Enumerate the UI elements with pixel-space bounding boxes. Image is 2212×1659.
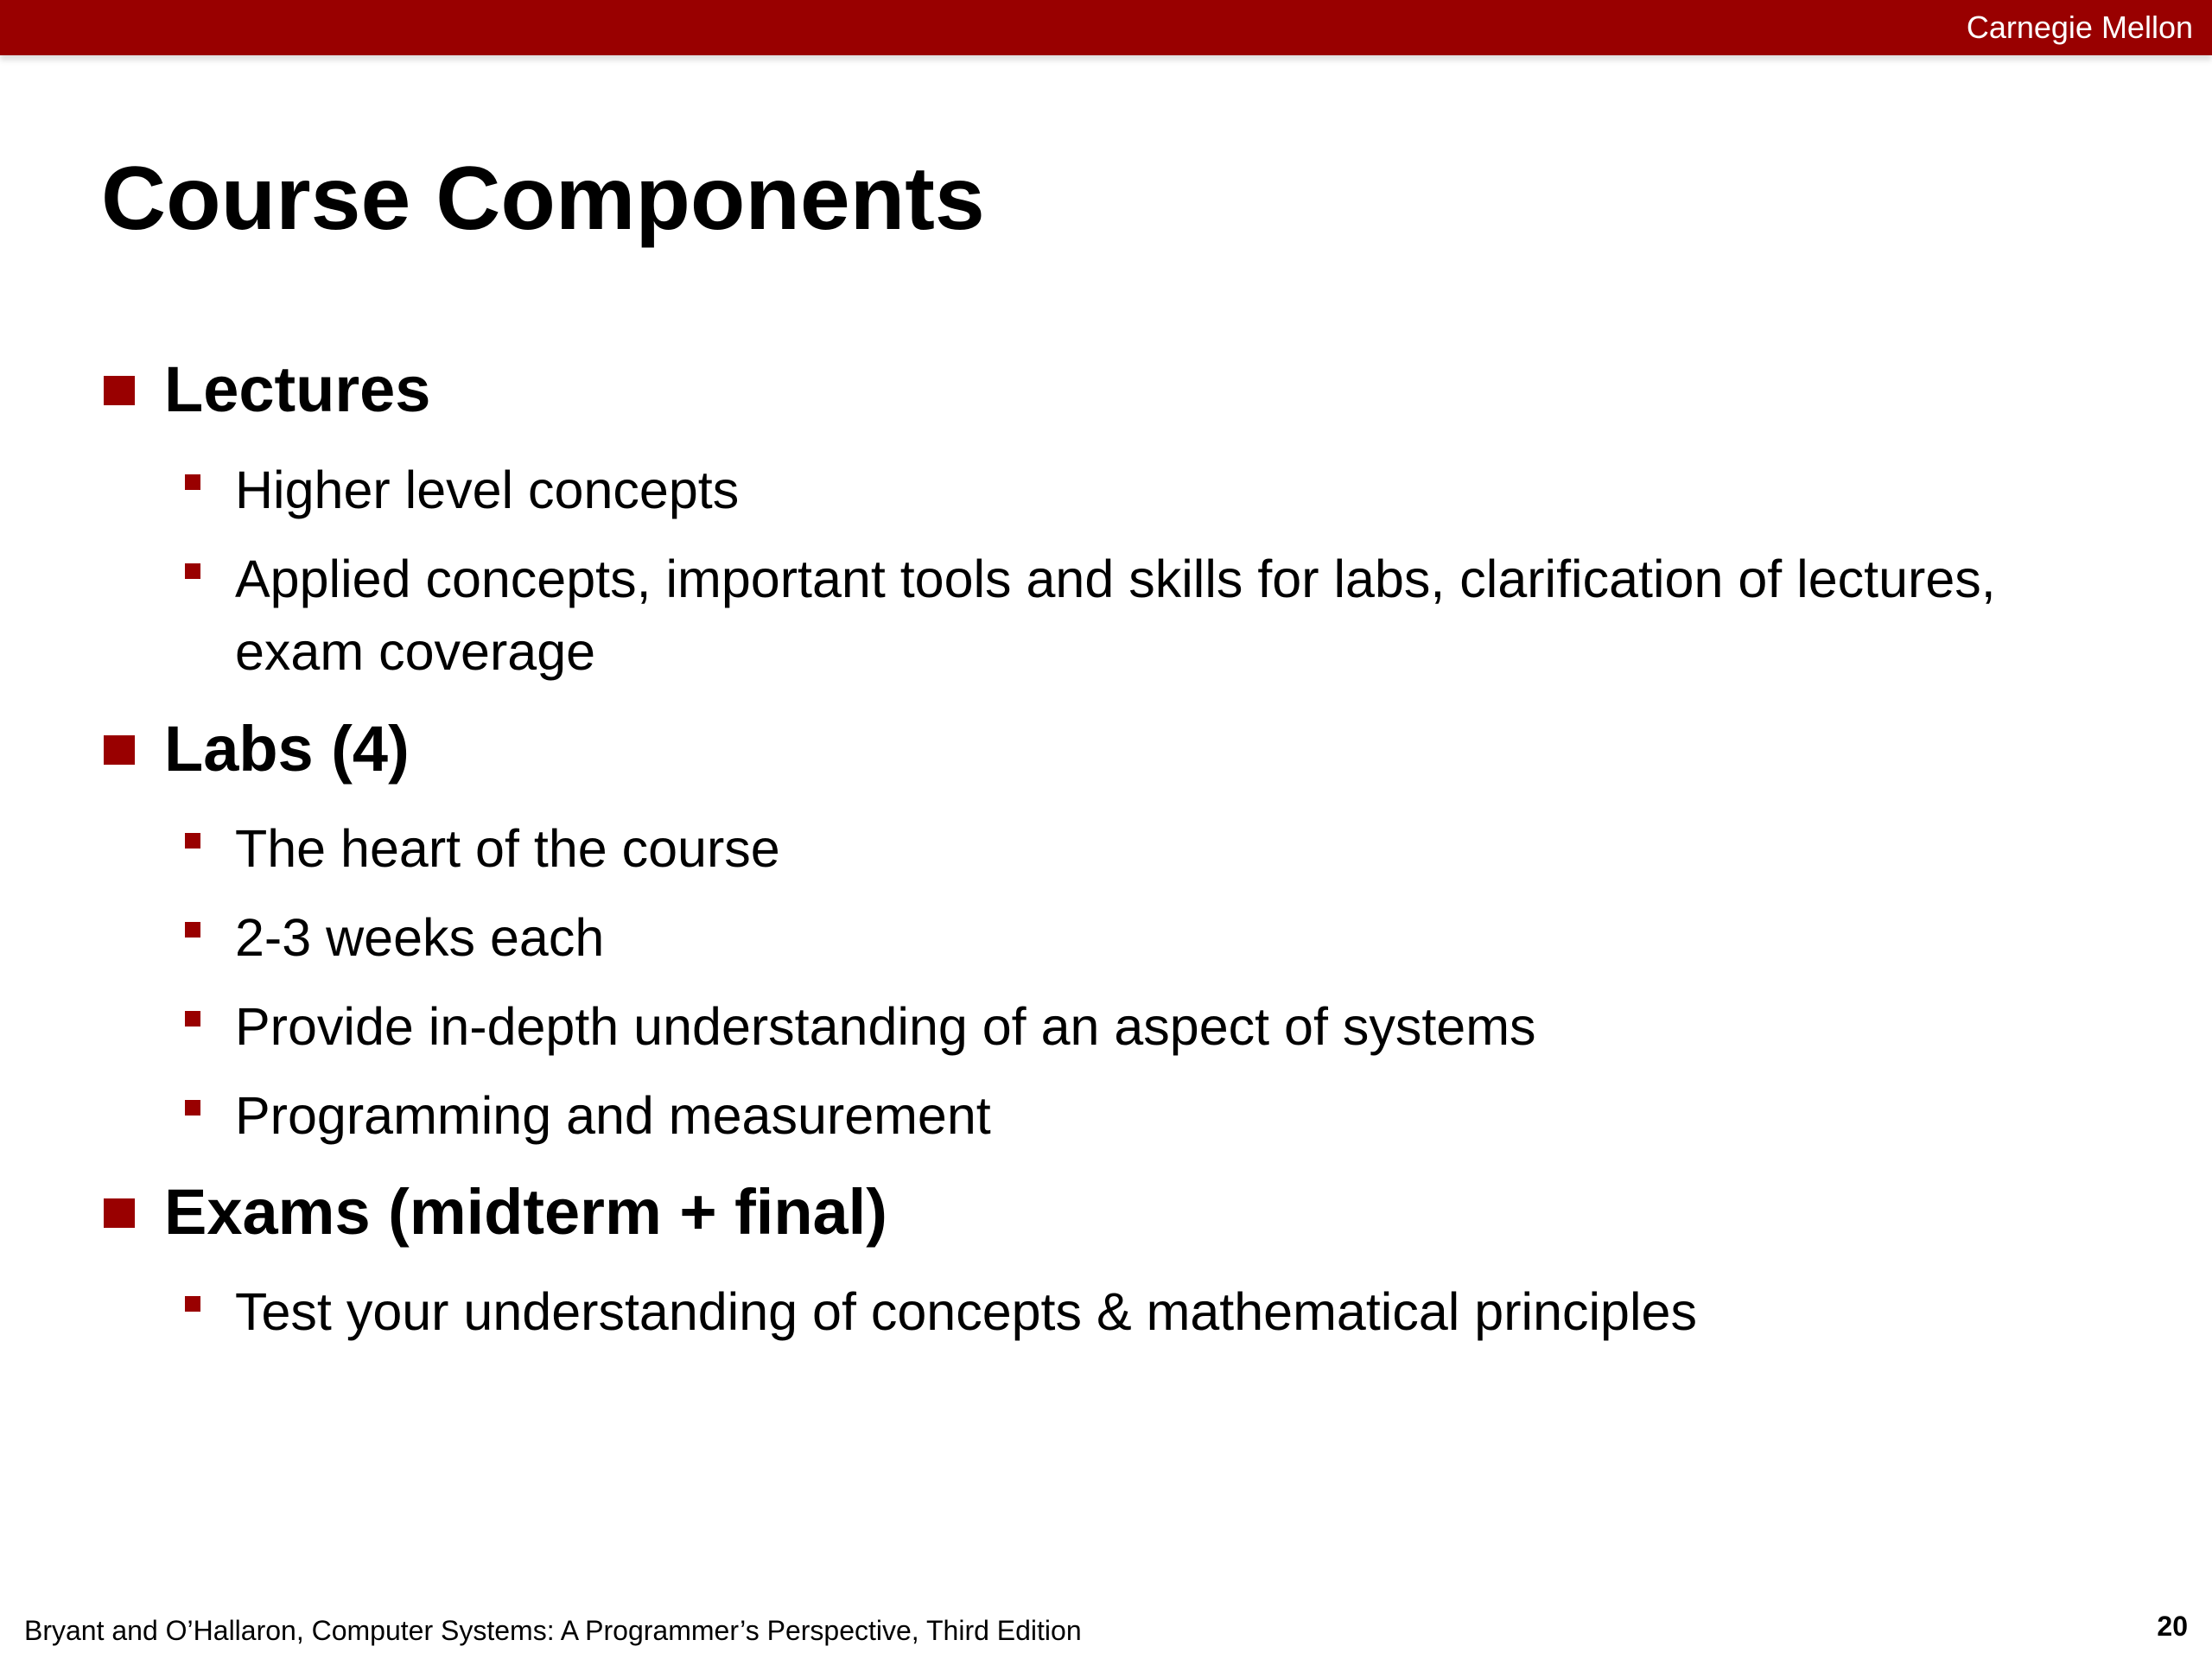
small-red-square-bullet-icon <box>185 1296 200 1312</box>
labs-subitem-1-text: The heart of the course <box>235 819 780 878</box>
lectures-subitem-2-text: Applied concepts, important tools and skills for labs, clarification of lectures, exam coverage <box>235 550 1996 681</box>
carnegie-mellon-brand-text: Carnegie Mellon <box>1966 10 2193 45</box>
exams-subitem-1-text: Test your understanding of concepts & mathematical principles <box>235 1282 1697 1341</box>
footer-citation: Bryant and O’Hallaron, Computer Systems: A Programmer’s Perspective, Third Edition <box>24 1615 1082 1646</box>
slide-title: Course Components <box>101 149 985 249</box>
small-red-square-bullet-icon <box>185 1100 200 1116</box>
small-red-square-bullet-icon <box>185 563 200 579</box>
small-red-square-bullet-icon <box>185 1011 200 1027</box>
red-square-bullet-icon <box>104 376 135 405</box>
red-square-bullet-icon <box>104 1198 135 1228</box>
small-red-square-bullet-icon <box>185 474 200 490</box>
lectures-heading: Lectures <box>164 353 431 425</box>
red-square-bullet-icon <box>104 735 135 765</box>
slide-page-number: 20 <box>2157 1611 2188 1642</box>
labs-heading: Labs (4) <box>164 713 410 785</box>
small-red-square-bullet-icon <box>185 922 200 938</box>
exams-heading: Exams (midterm + final) <box>164 1176 887 1248</box>
labs-subitem-2-text: 2-3 weeks each <box>235 908 605 967</box>
labs-subitem-3-text: Provide in-depth understanding of an aspect of systems <box>235 997 1536 1056</box>
small-red-square-bullet-icon <box>185 833 200 849</box>
top-header-bar <box>0 0 2212 55</box>
lectures-subitem-1-text: Higher level concepts <box>235 461 740 519</box>
labs-subitem-4-text: Programming and measurement <box>235 1086 991 1145</box>
